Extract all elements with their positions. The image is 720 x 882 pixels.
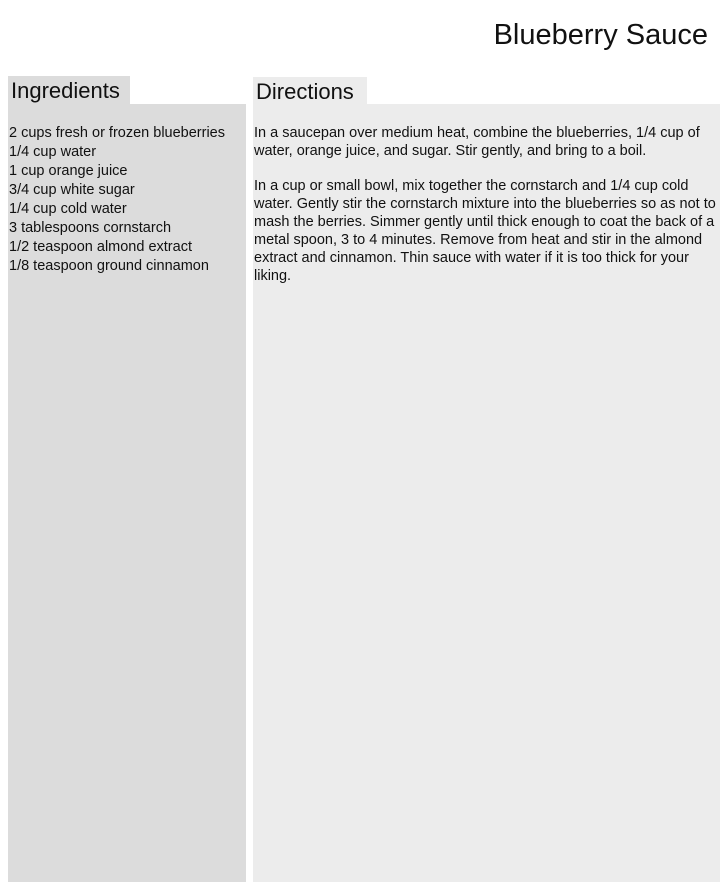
ingredient-item: 1/8 teaspoon ground cinnamon bbox=[9, 258, 209, 274]
direction-step: In a cup or small bowl, mix together the cornstarch and 1/4 cup cold water. Gently stir the cornstarch mixture into the blueberries so as not to mash the berries. Simmer gently until thick enough to coat the back of a metal spoon, 3 to 4 minutes. Remove from heat and stir in the almond extract and cinnamon. Thin sauce with water if it is too thick for your liking. bbox=[254, 178, 716, 284]
directions-heading: Directions bbox=[253, 77, 367, 105]
ingredient-item: 1/4 cup cold water bbox=[9, 201, 127, 217]
ingredient-item: 1/2 teaspoon almond extract bbox=[9, 239, 192, 255]
recipe-title: Blueberry Sauce bbox=[493, 19, 708, 51]
ingredients-heading: Ingredients bbox=[8, 76, 130, 104]
direction-step: In a saucepan over medium heat, combine the blueberries, 1/4 cup of water, orange juice, and sugar. Stir gently, and bring to a boil. bbox=[254, 125, 700, 159]
ingredient-list bbox=[9, 124, 245, 276]
ingredient-item: 1 cup orange juice bbox=[9, 163, 128, 179]
ingredient-item: 2 cups fresh or frozen blueberries bbox=[9, 125, 225, 141]
directions-body bbox=[254, 124, 716, 302]
ingredient-item: 3/4 cup white sugar bbox=[9, 182, 135, 198]
ingredient-item: 3 tablespoons cornstarch bbox=[9, 220, 172, 236]
ingredient-item: 1/4 cup water bbox=[9, 144, 97, 160]
